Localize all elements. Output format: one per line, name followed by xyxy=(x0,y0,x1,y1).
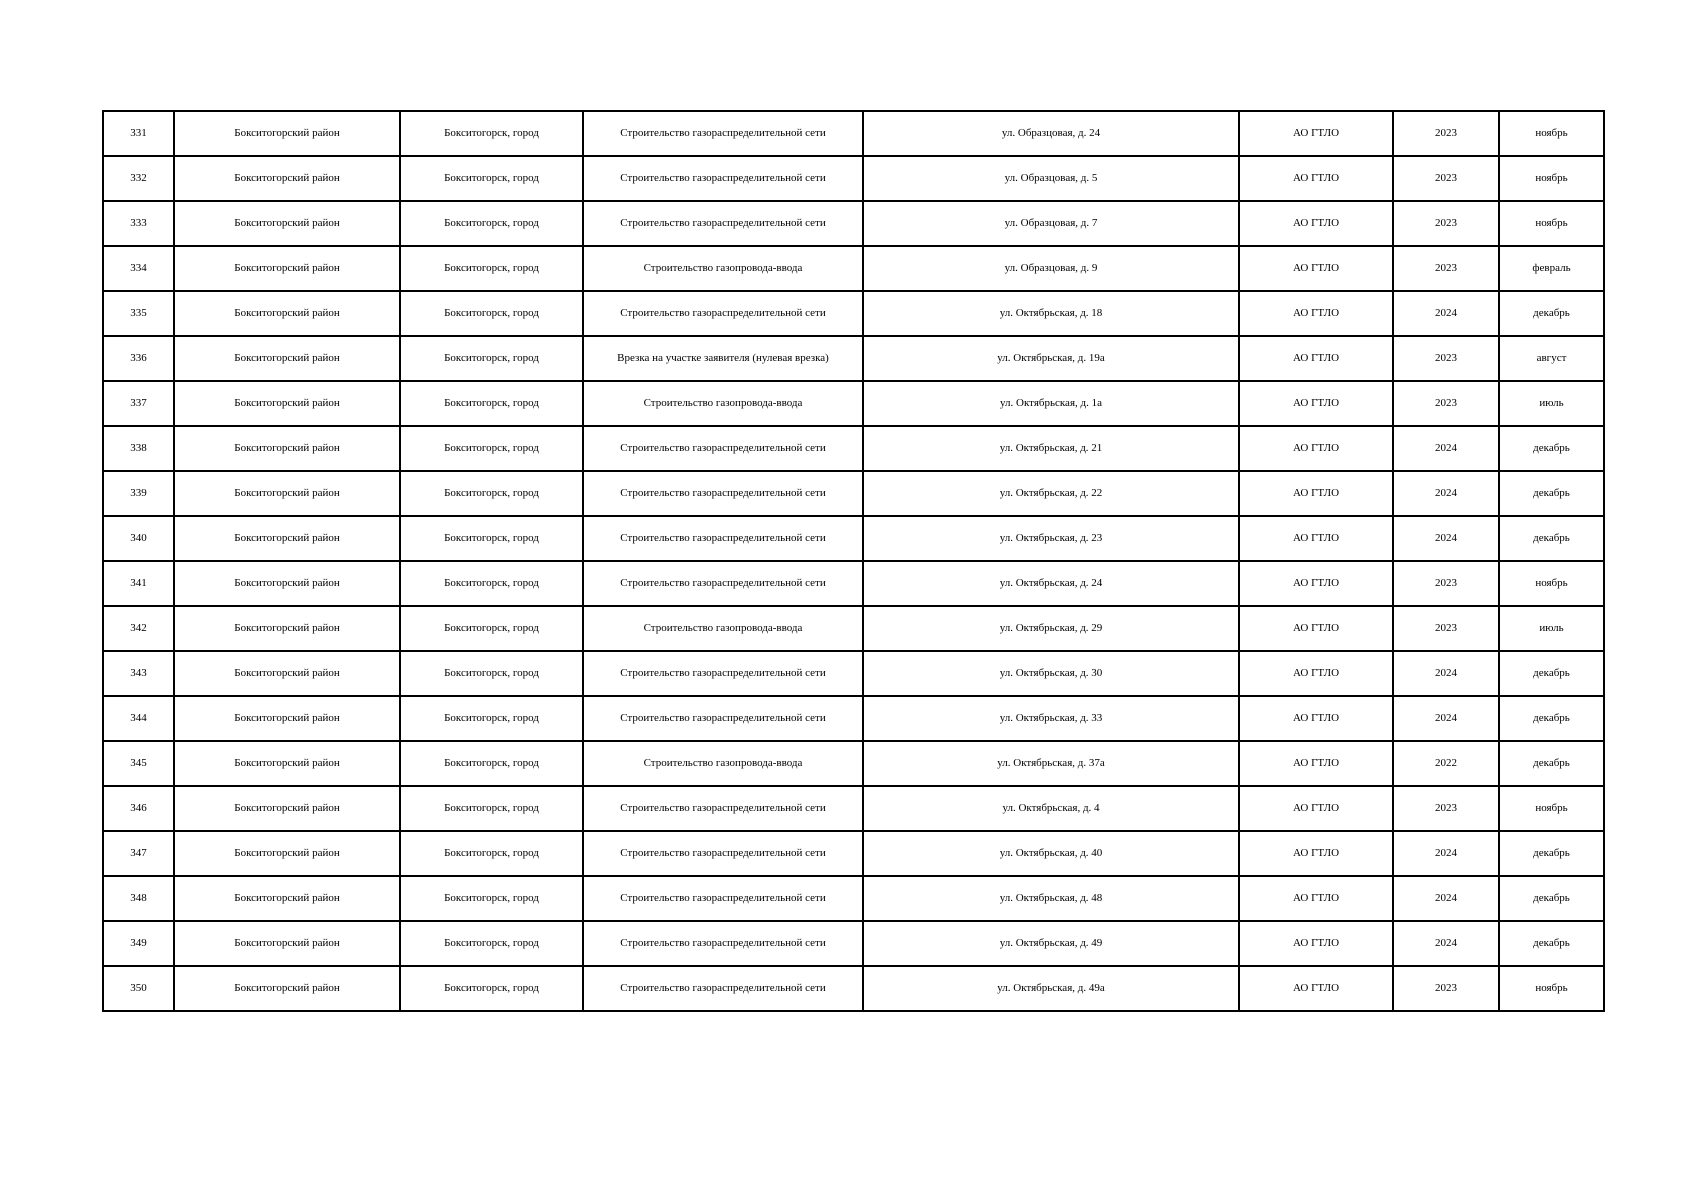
table-row xyxy=(103,606,1604,651)
row-number-cell: 347 xyxy=(103,831,174,876)
table-row xyxy=(103,516,1604,561)
table-row xyxy=(103,561,1604,606)
year-cell: 2024 xyxy=(1393,426,1499,471)
row-number-cell: 336 xyxy=(103,336,174,381)
locality-cell: Бокситогорск, город xyxy=(400,426,583,471)
organization-cell: АО ГТЛО xyxy=(1239,651,1393,696)
work-type-cell: Строительство газораспределительной сети xyxy=(583,471,863,516)
organization-cell: АО ГТЛО xyxy=(1239,336,1393,381)
month-cell: ноябрь xyxy=(1499,111,1604,156)
address-cell: ул. Октябрьская, д. 1а xyxy=(863,381,1239,426)
district-cell: Бокситогорский район xyxy=(174,561,400,606)
organization-cell: АО ГТЛО xyxy=(1239,516,1393,561)
address-cell: ул. Октябрьская, д. 33 xyxy=(863,696,1239,741)
work-type-cell: Врезка на участке заявителя (нулевая врезка) xyxy=(583,336,863,381)
organization-cell: АО ГТЛО xyxy=(1239,606,1393,651)
address-cell: ул. Октябрьская, д. 30 xyxy=(863,651,1239,696)
locality-cell: Бокситогорск, город xyxy=(400,111,583,156)
district-cell: Бокситогорский район xyxy=(174,606,400,651)
month-cell: ноябрь xyxy=(1499,561,1604,606)
month-cell: декабрь xyxy=(1499,921,1604,966)
month-cell: декабрь xyxy=(1499,471,1604,516)
table-row xyxy=(103,471,1604,516)
work-type-cell: Строительство газораспределительной сети xyxy=(583,201,863,246)
organization-cell: АО ГТЛО xyxy=(1239,381,1393,426)
district-cell: Бокситогорский район xyxy=(174,831,400,876)
district-cell: Бокситогорский район xyxy=(174,336,400,381)
year-cell: 2022 xyxy=(1393,741,1499,786)
locality-cell: Бокситогорск, город xyxy=(400,201,583,246)
month-cell: декабрь xyxy=(1499,876,1604,921)
district-cell: Бокситогорский район xyxy=(174,876,400,921)
table-row xyxy=(103,651,1604,696)
organization-cell: АО ГТЛО xyxy=(1239,921,1393,966)
month-cell: декабрь xyxy=(1499,741,1604,786)
month-cell: ноябрь xyxy=(1499,966,1604,1011)
year-cell: 2024 xyxy=(1393,651,1499,696)
district-cell: Бокситогорский район xyxy=(174,426,400,471)
month-cell: ноябрь xyxy=(1499,156,1604,201)
district-cell: Бокситогорский район xyxy=(174,156,400,201)
district-cell: Бокситогорский район xyxy=(174,921,400,966)
organization-cell: АО ГТЛО xyxy=(1239,201,1393,246)
locality-cell: Бокситогорск, город xyxy=(400,381,583,426)
month-cell: декабрь xyxy=(1499,696,1604,741)
month-cell: февраль xyxy=(1499,246,1604,291)
address-cell: ул. Октябрьская, д. 24 xyxy=(863,561,1239,606)
table-row xyxy=(103,876,1604,921)
organization-cell: АО ГТЛО xyxy=(1239,786,1393,831)
table-row xyxy=(103,696,1604,741)
address-cell: ул. Октябрьская, д. 18 xyxy=(863,291,1239,336)
row-number-cell: 337 xyxy=(103,381,174,426)
district-cell: Бокситогорский район xyxy=(174,786,400,831)
district-cell: Бокситогорский район xyxy=(174,381,400,426)
organization-cell: АО ГТЛО xyxy=(1239,291,1393,336)
work-type-cell: Строительство газораспределительной сети xyxy=(583,651,863,696)
table-row xyxy=(103,741,1604,786)
year-cell: 2024 xyxy=(1393,291,1499,336)
work-type-cell: Строительство газопровода-ввода xyxy=(583,246,863,291)
table-row xyxy=(103,831,1604,876)
work-type-cell: Строительство газораспределительной сети xyxy=(583,831,863,876)
month-cell: ноябрь xyxy=(1499,201,1604,246)
row-number-cell: 343 xyxy=(103,651,174,696)
locality-cell: Бокситогорск, город xyxy=(400,606,583,651)
year-cell: 2023 xyxy=(1393,561,1499,606)
address-cell: ул. Октябрьская, д. 22 xyxy=(863,471,1239,516)
year-cell: 2024 xyxy=(1393,696,1499,741)
address-cell: ул. Образцовая, д. 24 xyxy=(863,111,1239,156)
organization-cell: АО ГТЛО xyxy=(1239,831,1393,876)
work-type-cell: Строительство газораспределительной сети xyxy=(583,516,863,561)
year-cell: 2023 xyxy=(1393,966,1499,1011)
table-row xyxy=(103,156,1604,201)
address-cell: ул. Октябрьская, д. 19а xyxy=(863,336,1239,381)
organization-cell: АО ГТЛО xyxy=(1239,966,1393,1011)
year-cell: 2023 xyxy=(1393,156,1499,201)
locality-cell: Бокситогорск, город xyxy=(400,741,583,786)
work-type-cell: Строительство газораспределительной сети xyxy=(583,966,863,1011)
organization-cell: АО ГТЛО xyxy=(1239,876,1393,921)
row-number-cell: 331 xyxy=(103,111,174,156)
year-cell: 2024 xyxy=(1393,876,1499,921)
row-number-cell: 338 xyxy=(103,426,174,471)
table-row xyxy=(103,426,1604,471)
year-cell: 2023 xyxy=(1393,606,1499,651)
district-cell: Бокситогорский район xyxy=(174,471,400,516)
table-body xyxy=(103,111,1604,1011)
organization-cell: АО ГТЛО xyxy=(1239,561,1393,606)
year-cell: 2023 xyxy=(1393,786,1499,831)
district-cell: Бокситогорский район xyxy=(174,966,400,1011)
organization-cell: АО ГТЛО xyxy=(1239,471,1393,516)
row-number-cell: 334 xyxy=(103,246,174,291)
district-cell: Бокситогорский район xyxy=(174,291,400,336)
locality-cell: Бокситогорск, город xyxy=(400,156,583,201)
table-row xyxy=(103,201,1604,246)
row-number-cell: 333 xyxy=(103,201,174,246)
gasification-table xyxy=(102,110,1605,1012)
district-cell: Бокситогорский район xyxy=(174,651,400,696)
work-type-cell: Строительство газораспределительной сети xyxy=(583,111,863,156)
year-cell: 2023 xyxy=(1393,381,1499,426)
work-type-cell: Строительство газораспределительной сети xyxy=(583,876,863,921)
work-type-cell: Строительство газопровода-ввода xyxy=(583,381,863,426)
row-number-cell: 349 xyxy=(103,921,174,966)
row-number-cell: 339 xyxy=(103,471,174,516)
district-cell: Бокситогорский район xyxy=(174,741,400,786)
address-cell: ул. Образцовая, д. 5 xyxy=(863,156,1239,201)
row-number-cell: 346 xyxy=(103,786,174,831)
address-cell: ул. Образцовая, д. 9 xyxy=(863,246,1239,291)
row-number-cell: 341 xyxy=(103,561,174,606)
district-cell: Бокситогорский район xyxy=(174,696,400,741)
organization-cell: АО ГТЛО xyxy=(1239,246,1393,291)
table-row xyxy=(103,246,1604,291)
row-number-cell: 344 xyxy=(103,696,174,741)
district-cell: Бокситогорский район xyxy=(174,246,400,291)
address-cell: ул. Октябрьская, д. 40 xyxy=(863,831,1239,876)
district-cell: Бокситогорский район xyxy=(174,111,400,156)
row-number-cell: 350 xyxy=(103,966,174,1011)
year-cell: 2023 xyxy=(1393,246,1499,291)
month-cell: декабрь xyxy=(1499,291,1604,336)
locality-cell: Бокситогорск, город xyxy=(400,831,583,876)
address-cell: ул. Октябрьская, д. 48 xyxy=(863,876,1239,921)
table-row xyxy=(103,336,1604,381)
month-cell: ноябрь xyxy=(1499,786,1604,831)
address-cell: ул. Октябрьская, д. 37а xyxy=(863,741,1239,786)
address-cell: ул. Октябрьская, д. 23 xyxy=(863,516,1239,561)
work-type-cell: Строительство газораспределительной сети xyxy=(583,291,863,336)
locality-cell: Бокситогорск, город xyxy=(400,561,583,606)
address-cell: ул. Образцовая, д. 7 xyxy=(863,201,1239,246)
locality-cell: Бокситогорск, город xyxy=(400,651,583,696)
work-type-cell: Строительство газораспределительной сети xyxy=(583,561,863,606)
district-cell: Бокситогорский район xyxy=(174,516,400,561)
year-cell: 2024 xyxy=(1393,471,1499,516)
organization-cell: АО ГТЛО xyxy=(1239,741,1393,786)
month-cell: декабрь xyxy=(1499,651,1604,696)
row-number-cell: 342 xyxy=(103,606,174,651)
table-row xyxy=(103,381,1604,426)
locality-cell: Бокситогорск, город xyxy=(400,516,583,561)
year-cell: 2024 xyxy=(1393,516,1499,561)
table-row xyxy=(103,921,1604,966)
document-page xyxy=(102,110,1603,1012)
organization-cell: АО ГТЛО xyxy=(1239,696,1393,741)
locality-cell: Бокситогорск, город xyxy=(400,876,583,921)
row-number-cell: 335 xyxy=(103,291,174,336)
work-type-cell: Строительство газопровода-ввода xyxy=(583,606,863,651)
locality-cell: Бокситогорск, город xyxy=(400,291,583,336)
locality-cell: Бокситогорск, город xyxy=(400,246,583,291)
table-row xyxy=(103,291,1604,336)
row-number-cell: 332 xyxy=(103,156,174,201)
work-type-cell: Строительство газораспределительной сети xyxy=(583,786,863,831)
locality-cell: Бокситогорск, город xyxy=(400,921,583,966)
organization-cell: АО ГТЛО xyxy=(1239,156,1393,201)
month-cell: август xyxy=(1499,336,1604,381)
district-cell: Бокситогорский район xyxy=(174,201,400,246)
month-cell: декабрь xyxy=(1499,831,1604,876)
work-type-cell: Строительство газораспределительной сети xyxy=(583,156,863,201)
work-type-cell: Строительство газораспределительной сети xyxy=(583,696,863,741)
address-cell: ул. Октябрьская, д. 4 xyxy=(863,786,1239,831)
table-row xyxy=(103,786,1604,831)
year-cell: 2023 xyxy=(1393,336,1499,381)
year-cell: 2024 xyxy=(1393,921,1499,966)
row-number-cell: 340 xyxy=(103,516,174,561)
organization-cell: АО ГТЛО xyxy=(1239,111,1393,156)
locality-cell: Бокситогорск, город xyxy=(400,336,583,381)
table-row xyxy=(103,111,1604,156)
month-cell: декабрь xyxy=(1499,426,1604,471)
month-cell: июль xyxy=(1499,606,1604,651)
year-cell: 2024 xyxy=(1393,831,1499,876)
address-cell: ул. Октябрьская, д. 29 xyxy=(863,606,1239,651)
locality-cell: Бокситогорск, город xyxy=(400,696,583,741)
table-row xyxy=(103,966,1604,1011)
year-cell: 2023 xyxy=(1393,111,1499,156)
work-type-cell: Строительство газопровода-ввода xyxy=(583,741,863,786)
work-type-cell: Строительство газораспределительной сети xyxy=(583,426,863,471)
locality-cell: Бокситогорск, город xyxy=(400,786,583,831)
row-number-cell: 345 xyxy=(103,741,174,786)
locality-cell: Бокситогорск, город xyxy=(400,966,583,1011)
year-cell: 2023 xyxy=(1393,201,1499,246)
month-cell: декабрь xyxy=(1499,516,1604,561)
address-cell: ул. Октябрьская, д. 49 xyxy=(863,921,1239,966)
month-cell: июль xyxy=(1499,381,1604,426)
address-cell: ул. Октябрьская, д. 21 xyxy=(863,426,1239,471)
work-type-cell: Строительство газораспределительной сети xyxy=(583,921,863,966)
row-number-cell: 348 xyxy=(103,876,174,921)
locality-cell: Бокситогорск, город xyxy=(400,471,583,516)
address-cell: ул. Октябрьская, д. 49а xyxy=(863,966,1239,1011)
organization-cell: АО ГТЛО xyxy=(1239,426,1393,471)
